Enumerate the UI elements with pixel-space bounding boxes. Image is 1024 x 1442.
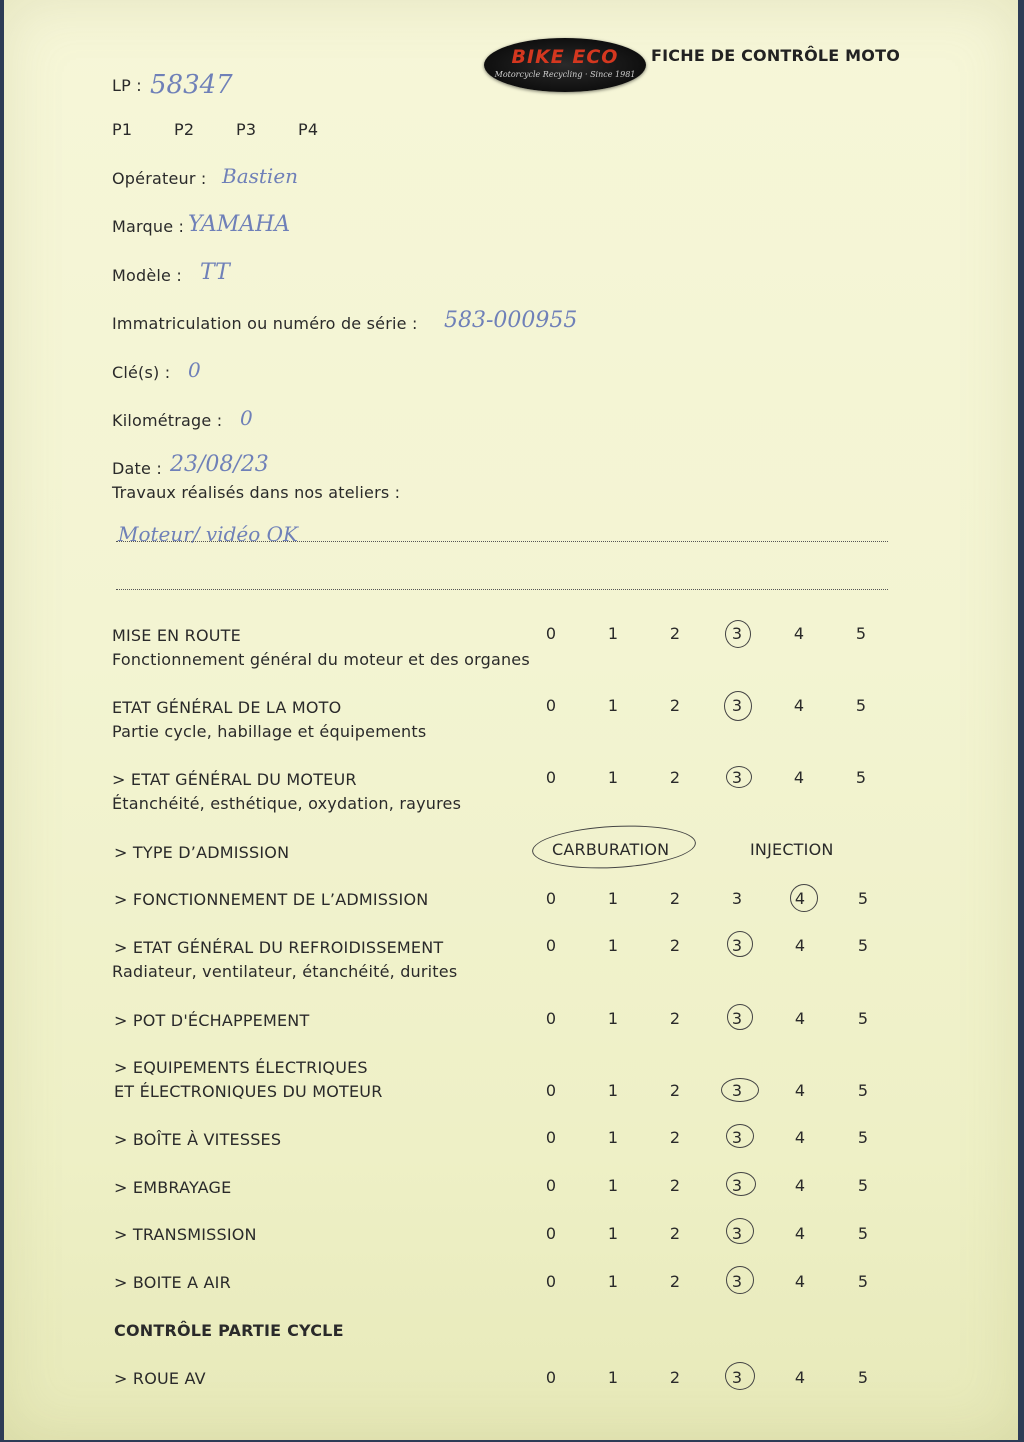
score-0: 0: [545, 696, 557, 715]
score-3: 3: [731, 1009, 743, 1028]
score-selected-circle: [726, 1218, 754, 1244]
score-0: 0: [545, 1176, 557, 1195]
score-5: 5: [855, 624, 867, 643]
bike-eco-logo: [484, 38, 646, 92]
logo-text: BIKE ECO: [511, 46, 619, 68]
check-title: > POT D'ÉCHAPPEMENT: [114, 1011, 310, 1030]
travaux-line-1: [116, 541, 888, 542]
position-p1: P1: [112, 120, 133, 139]
modele-value: TT: [200, 260, 230, 285]
score-0: 0: [545, 1224, 557, 1243]
score-1: 1: [607, 768, 619, 787]
score-1: 1: [607, 936, 619, 955]
score-5: 5: [857, 1368, 869, 1387]
score-2: 2: [669, 1128, 681, 1147]
score-selected-circle: [725, 1362, 755, 1390]
score-0: 0: [545, 889, 557, 908]
lp-value: 58347: [150, 70, 233, 100]
score-3: 3: [731, 889, 743, 908]
cles-label: Clé(s) :: [112, 363, 171, 382]
score-5: 5: [857, 936, 869, 955]
score-5: 5: [857, 1272, 869, 1291]
check-title: ETAT GÉNÉRAL DE LA MOTO: [112, 698, 342, 717]
check-subtitle: ET ÉLECTRONIQUES DU MOTEUR: [114, 1082, 383, 1101]
score-3: 3: [731, 1081, 743, 1100]
score-4: 4: [794, 1128, 806, 1147]
date-value: 23/08/23: [170, 452, 269, 477]
score-4: 4: [794, 936, 806, 955]
score-5: 5: [857, 1128, 869, 1147]
operateur-value: Bastien: [222, 164, 299, 188]
score-2: 2: [669, 1272, 681, 1291]
score-2: 2: [669, 1176, 681, 1195]
score-selected-circle: [724, 691, 752, 721]
check-title: > TRANSMISSION: [114, 1225, 257, 1244]
score-selected-circle: [727, 1004, 753, 1030]
admission-title: > TYPE D’ADMISSION: [114, 843, 290, 862]
score-0: 0: [545, 624, 557, 643]
admission-selected-oval: [531, 822, 697, 873]
check-title: > FONCTIONNEMENT DE L’ADMISSION: [114, 890, 429, 909]
marque-label: Marque :: [112, 217, 185, 236]
immat-label: Immatriculation ou numéro de série :: [112, 314, 418, 333]
check-subtitle: Partie cycle, habillage et équipements: [112, 722, 427, 741]
date-label: Date :: [112, 459, 162, 478]
check-title: > ETAT GÉNÉRAL DU MOTEUR: [112, 770, 357, 789]
km-value: 0: [240, 406, 253, 430]
modele-label: Modèle :: [112, 266, 182, 285]
score-3: 3: [731, 1368, 743, 1387]
score-4: 4: [794, 1272, 806, 1291]
score-1: 1: [607, 624, 619, 643]
score-1: 1: [607, 1128, 619, 1147]
check-title: > EQUIPEMENTS ÉLECTRIQUES: [114, 1058, 368, 1077]
score-5: 5: [855, 768, 867, 787]
position-p4: P4: [298, 120, 319, 139]
check-title: > ROUE AV: [114, 1369, 206, 1388]
score-2: 2: [669, 1081, 681, 1100]
score-2: 2: [669, 768, 681, 787]
check-title: > BOÎTE À VITESSES: [114, 1130, 282, 1149]
score-4: 4: [794, 1081, 806, 1100]
km-label: Kilométrage :: [112, 411, 223, 430]
score-2: 2: [669, 1009, 681, 1028]
score-0: 0: [545, 1128, 557, 1147]
score-4: 4: [794, 889, 806, 908]
form-title: FICHE DE CONTRÔLE MOTO: [651, 46, 901, 65]
score-2: 2: [669, 1368, 681, 1387]
score-1: 1: [607, 1009, 619, 1028]
marque-value: YAMAHA: [188, 212, 291, 237]
score-0: 0: [545, 1009, 557, 1028]
score-selected-circle: [721, 1078, 759, 1102]
score-selected-circle: [726, 1172, 756, 1196]
score-1: 1: [607, 696, 619, 715]
logo-subtext: Motorcycle Recycling · Since 1981: [494, 70, 636, 79]
score-4: 4: [794, 1176, 806, 1195]
score-4: 4: [793, 768, 805, 787]
travaux-label: Travaux réalisés dans nos ateliers :: [112, 483, 401, 502]
score-selected-circle: [727, 931, 753, 957]
form-sheet: [4, 0, 1018, 1440]
score-2: 2: [669, 624, 681, 643]
section-cycle-title: CONTRÔLE PARTIE CYCLE: [114, 1321, 344, 1340]
score-3: 3: [731, 696, 743, 715]
check-title: > EMBRAYAGE: [114, 1178, 232, 1197]
score-3: 3: [731, 624, 743, 643]
score-5: 5: [857, 1176, 869, 1195]
score-5: 5: [857, 889, 869, 908]
score-1: 1: [607, 1176, 619, 1195]
score-3: 3: [731, 1128, 743, 1147]
score-3: 3: [731, 936, 743, 955]
score-2: 2: [669, 889, 681, 908]
check-subtitle: Fonctionnement général du moteur et des organes: [112, 650, 530, 669]
score-selected-circle: [726, 1266, 754, 1294]
score-1: 1: [607, 889, 619, 908]
check-subtitle: Radiateur, ventilateur, étanchéité, durites: [112, 962, 458, 981]
score-selected-circle: [726, 1124, 754, 1148]
score-0: 0: [545, 1272, 557, 1291]
score-3: 3: [731, 1272, 743, 1291]
cles-value: 0: [188, 358, 201, 382]
score-5: 5: [857, 1009, 869, 1028]
score-selected-circle: [726, 766, 752, 788]
admission-option-injection: INJECTION: [750, 840, 834, 859]
score-selected-circle: [725, 620, 751, 648]
score-2: 2: [669, 696, 681, 715]
lp-label: LP :: [112, 76, 142, 95]
score-4: 4: [794, 1224, 806, 1243]
score-4: 4: [794, 1009, 806, 1028]
score-0: 0: [545, 1081, 557, 1100]
check-title: > ETAT GÉNÉRAL DU REFROIDISSEMENT: [114, 938, 444, 957]
score-2: 2: [669, 1224, 681, 1243]
travaux-value: Moteur/ vidéo OK: [118, 522, 298, 546]
check-title: > BOITE A AIR: [114, 1273, 231, 1292]
score-5: 5: [857, 1081, 869, 1100]
immat-value: 583-000955: [444, 308, 578, 333]
score-3: 3: [731, 1176, 743, 1195]
score-1: 1: [607, 1224, 619, 1243]
check-subtitle: Étanchéité, esthétique, oxydation, rayures: [112, 794, 462, 813]
score-2: 2: [669, 936, 681, 955]
admission-option-carburation: CARBURATION: [552, 840, 670, 859]
score-0: 0: [545, 768, 557, 787]
score-1: 1: [607, 1368, 619, 1387]
operateur-label: Opérateur :: [112, 169, 207, 188]
score-0: 0: [545, 936, 557, 955]
score-5: 5: [855, 696, 867, 715]
score-4: 4: [793, 696, 805, 715]
score-selected-circle: [790, 884, 818, 912]
score-0: 0: [545, 1368, 557, 1387]
score-4: 4: [793, 624, 805, 643]
score-5: 5: [857, 1224, 869, 1243]
score-3: 3: [731, 768, 743, 787]
score-3: 3: [731, 1224, 743, 1243]
score-1: 1: [607, 1272, 619, 1291]
position-p3: P3: [236, 120, 257, 139]
travaux-line-2: [116, 589, 888, 590]
score-1: 1: [607, 1081, 619, 1100]
check-title: MISE EN ROUTE: [112, 626, 241, 645]
score-4: 4: [794, 1368, 806, 1387]
position-p2: P2: [174, 120, 195, 139]
